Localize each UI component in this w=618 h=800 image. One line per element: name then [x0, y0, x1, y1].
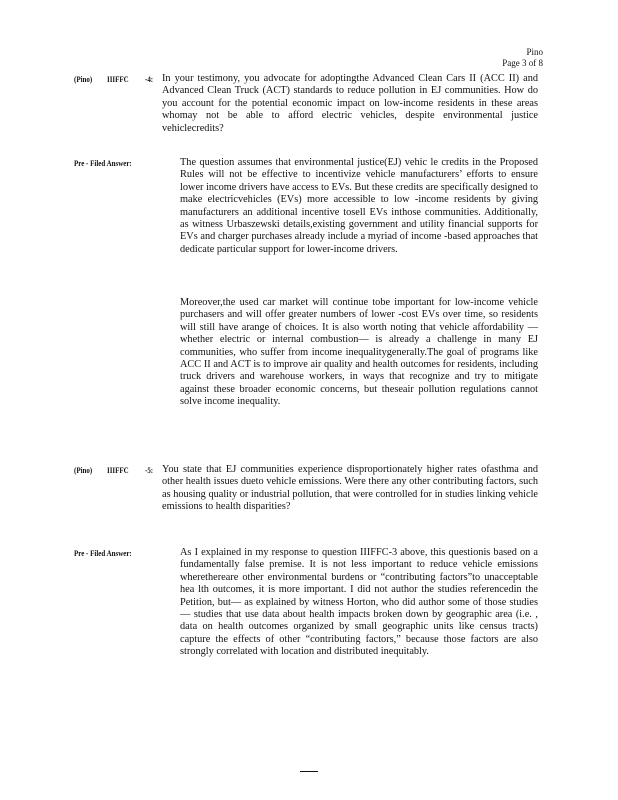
question-set: IIIFFC: [107, 74, 129, 84]
footer-rule: [300, 771, 318, 772]
answer-paragraph: As I explained in my response to question IIIFFC-3 above, this questionis based on a fundamentally false premise. It is not less important to reduce vehicle emissions wherethereare other environmental burdens or “contributing factors”to unacceptable hea lth outcomes, it is more important. I did not author the studies referencedin the Petition, but— as explained by witness Horton, who did author some of those studies— studies that use data about health impacts broken down by geographic area (i.e. , data on health outcomes organized by small geographic units like census tracts) capture the effects of other “contributing factors,” because those factors are also strongly correlated with location and distributed inequitably.: [180, 547, 538, 658]
question-set: IIIFFC: [107, 465, 129, 475]
page-header: [502, 47, 543, 69]
question-number: -4:: [145, 74, 154, 84]
answer-paragraph: The question assumes that environmental justice(EJ) vehic le credits in the Proposed Rules will not be effective to incentivize vehicle manufacturers’ efforts to ensure lower income drivers have access to EVs. But these credits are specifically designed to make electricvehicles (EVs) more accessible to low -income residents by giving manufacturers an additional incentive tosell EVs inthose communities. Additionally, as witness Urbaszewski details,existing government and utility financial supports for EVs and charger purchases already include a myriad of income -based approaches that dedicate particular support for lower-income drivers.: [180, 157, 538, 255]
question-witness: (Pino): [74, 465, 93, 475]
header-name: Pino: [526, 47, 543, 57]
answer-label: Pre - Filed Answer:: [74, 158, 132, 168]
answer-label: Pre - Filed Answer:: [74, 548, 132, 558]
question-text: In your testimony, you advocate for adoptingthe Advanced Clean Cars II (ACC II) and Advanced Clean Truck (ACT) standards to reduce pollution in EJ communities. How do you account for the potential economic impact on low-income residents in these areas whomay not be able to afford electric vehicles, despite environmental justice vehiclecredits?: [162, 73, 538, 134]
page-number: Page 3 of 8: [502, 58, 543, 68]
answer-paragraph: Moreover,the used car market will continue tobe important for low-income vehicle purchasers and will offer greater numbers of lower -cost EVs over time, so residents will still have arange of choices. It is also worth noting that vehicle affordability —whether electric or internal combustion— is already a challenge in many EJ communities, who suffer from income inequalitygenerally.The goal of programs like ACC II and ACT is to improve air quality and health outcomes for residents, including truck drivers and warehouse workers, in ways that recognize and try to mitigate against these broader economic concerns, but theseair pollution regulations cannot solve income inequality.: [180, 297, 538, 408]
question-witness: (Pino): [74, 74, 93, 84]
question-number: -5:: [145, 465, 154, 475]
question-text: You state that EJ communities experience disproportionately higher rates ofasthma and other health issues dueto vehicle emissions. Were there any other contributing factors, such as housing quality or industrial pollution, that were controlled for in studies linking vehicle emissions to health disparities?: [162, 464, 538, 513]
